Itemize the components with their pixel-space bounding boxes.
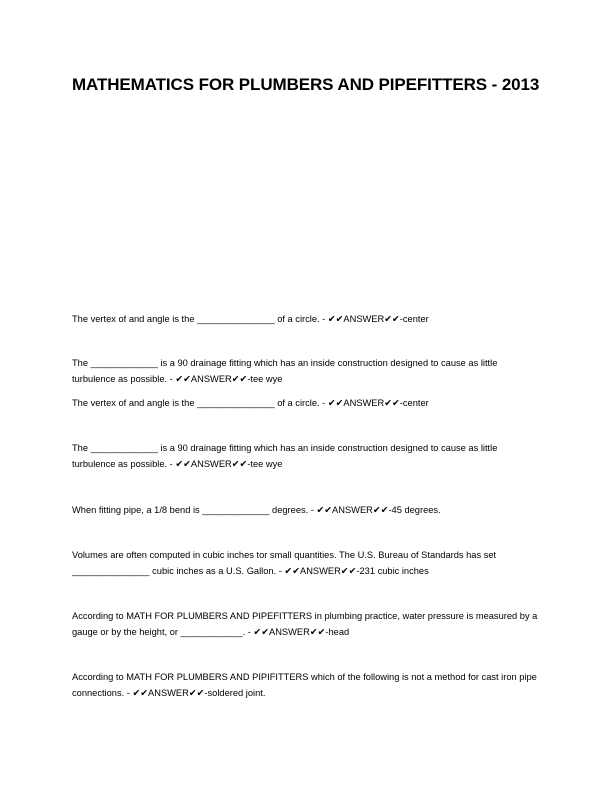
question-paragraph: The _____________ is a 90 drainage fitting which has an inside construction designed to cause as little turbulence as possible. - ✔✔ANSWER✔✔-tee wye xyxy=(72,358,498,384)
question-paragraph: According to MATH FOR PLUMBERS AND PIPIFITTERS which of the following is not a method for cast iron pipe connections. - ✔✔ANSWER✔✔-soldered joint. xyxy=(72,672,537,698)
question-paragraph: The vertex of and angle is the _______________ of a circle. - ✔✔ANSWER✔✔-center xyxy=(72,398,429,408)
question-paragraph: The vertex of and angle is the _______________ of a circle. - ✔✔ANSWER✔✔-center xyxy=(72,314,429,324)
question-paragraph: Volumes are often computed in cubic inches tor small quantities. The U.S. Bureau of Standards has set _______________ cubic inches as a U.S. Gallon. - ✔✔ANSWER✔✔-231 cubic inches xyxy=(72,550,497,576)
question-paragraph: According to MATH FOR PLUMBERS AND PIPEFITTERS in plumbing practice, water pressure is measured by a gauge or by the height, or ____________. - ✔✔ANSWER✔✔-head xyxy=(72,611,538,637)
document-title: MATHEMATICS FOR PLUMBERS AND PIPEFITTERS - 2013 xyxy=(72,75,540,94)
question-paragraph: The _____________ is a 90 drainage fitting which has an inside construction designed to cause as little turbulence as possible. - ✔✔ANSWER✔✔-tee wye xyxy=(72,443,498,469)
question-paragraph: When fitting pipe, a 1/8 bend is _____________ degrees. - ✔✔ANSWER✔✔-45 degrees. xyxy=(72,505,441,515)
